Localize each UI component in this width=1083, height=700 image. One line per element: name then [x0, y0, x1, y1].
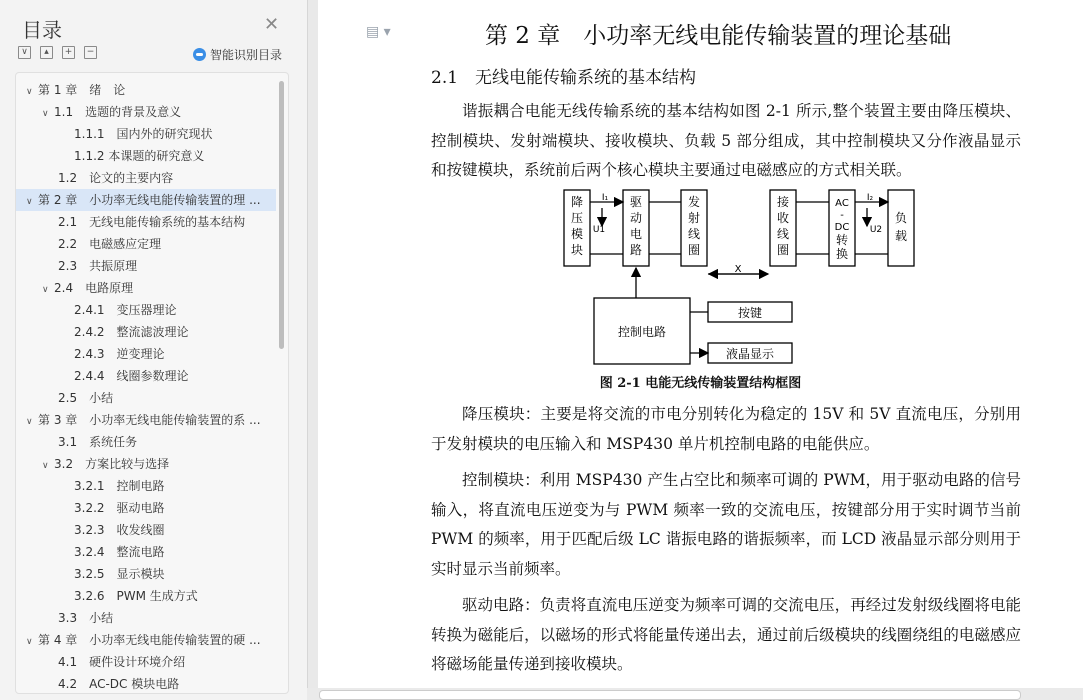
toc-item-label: 1.1 选题的背景及意义: [54, 105, 182, 119]
toc-item[interactable]: [16, 409, 276, 431]
toc-item[interactable]: [16, 629, 276, 651]
toc-item-label: 4.2 AC-DC 模块电路: [58, 677, 180, 691]
toc-panel: [0, 0, 308, 700]
toc-item[interactable]: [16, 563, 276, 585]
svg-text:驱: 驱: [629, 195, 643, 209]
toc-list-container: [15, 72, 289, 694]
toc-item[interactable]: [16, 255, 276, 277]
toc-item[interactable]: [16, 387, 276, 409]
toc-item[interactable]: [16, 585, 276, 607]
svg-text:射: 射: [687, 211, 701, 225]
chapter-title: 第 2 章 小功率无线电能传输装置的理论基础: [485, 23, 952, 49]
svg-text:X: X: [734, 264, 742, 275]
add-icon[interactable]: +: [62, 46, 75, 59]
toc-item-label: 2.4.2 整流滤波理论: [74, 325, 189, 339]
toc-item-label: 2.1 无线电能传输系统的基本结构: [58, 215, 246, 229]
toc-item[interactable]: [16, 211, 276, 233]
svg-text:负: 负: [894, 211, 908, 225]
section-title: 2.1 无线电能传输系统的基本结构: [431, 68, 697, 88]
block-load: [888, 190, 914, 266]
toc-item[interactable]: [16, 145, 276, 167]
svg-text:圈: 圈: [687, 243, 701, 257]
svg-text:载: 载: [894, 229, 908, 243]
svg-text:U2: U2: [869, 225, 883, 235]
toc-item-label: 2.2 电磁感应定理: [58, 237, 162, 251]
toc-item-label: 第 1 章 绪 论: [38, 83, 126, 97]
svg-text:接: 接: [776, 195, 790, 209]
toc-item[interactable]: [16, 431, 276, 453]
block-diagram: [558, 186, 978, 366]
block-text-1: 降: [570, 195, 584, 209]
svg-text:线: 线: [687, 227, 701, 241]
toc-toolbar: [18, 46, 97, 59]
paragraph-structure: 谐振耦合电能无线传输系统的基本结构如图 2-1 所示,整个装置主要由降压模块、控制模块、发射端模块、接收模块、负载 5 部分组成，其中控制模块又分作液晶显示和按键模块，系统前后两个核心模块主要通过电磁感应的方式相关联。: [431, 102, 1021, 179]
collapse-all-icon[interactable]: ∨: [18, 46, 31, 59]
svg-text:U1: U1: [592, 225, 606, 235]
toc-item-label: 1.2 论文的主要内容: [58, 171, 174, 185]
toc-item[interactable]: [16, 365, 276, 387]
toc-item-label: 第 3 章 小功率无线电能传输装置的系 ...: [38, 413, 261, 427]
toc-item[interactable]: [16, 167, 276, 189]
toc-item[interactable]: [16, 277, 276, 299]
document-page: [318, 0, 1083, 700]
toc-item-label: 3.2.6 PWM 生成方式: [74, 589, 198, 603]
toc-item-label: 2.4.3 逆变理论: [74, 347, 165, 361]
toc-item[interactable]: [16, 123, 276, 145]
horizontal-scrollbar[interactable]: [307, 688, 1083, 700]
toc-item-label: 3.2.3 收发线圈: [74, 523, 165, 537]
toc-item[interactable]: [16, 673, 276, 694]
toc-item-label: 2.3 共振原理: [58, 259, 138, 273]
svg-text:电: 电: [629, 227, 643, 241]
chevron-down-icon[interactable]: ∨: [42, 109, 49, 119]
toc-item-label: 1.1.1 国内外的研究现状: [74, 127, 213, 141]
svg-text:换: 换: [835, 247, 849, 261]
toc-item-label: 1.1.2 本课题的研究意义: [74, 149, 205, 163]
chevron-down-icon[interactable]: ∨: [26, 87, 33, 97]
toc-list: [16, 79, 276, 694]
toc-item[interactable]: [16, 541, 276, 563]
svg-text:转: 转: [835, 233, 849, 247]
svg-text:I₂: I₂: [866, 193, 874, 203]
svg-text:动: 动: [629, 211, 643, 225]
svg-text:控制电路: 控制电路: [617, 325, 667, 339]
paragraph-control: 控制模块：利用 MSP430 产生占空比和频率可调的 PWM，用于驱动电路的信号输入，将直流电压逆变为与 PWM 频率一致的交流电压，按键部分用于实时调节当前 PWM 的频率，用于匹配后级 LC 谐振电路的谐振频率，而 LCD 液晶显示部分则用于实时显示当前频率。: [431, 471, 1021, 578]
toc-item-label: 3.2 方案比较与选择: [54, 457, 170, 471]
svg-text:块: 块: [570, 243, 584, 257]
chevron-down-icon[interactable]: ∨: [42, 461, 49, 471]
toc-item[interactable]: [16, 101, 276, 123]
smart-recognition-icon: [193, 48, 206, 61]
svg-text:收: 收: [776, 211, 790, 225]
svg-text:DC: DC: [834, 222, 850, 233]
toc-item-label: 3.1 系统任务: [58, 435, 138, 449]
remove-icon[interactable]: −: [84, 46, 97, 59]
toc-item-label: 3.3 小结: [58, 611, 114, 625]
svg-text:液晶显示: 液晶显示: [725, 347, 775, 361]
svg-text:模: 模: [570, 227, 584, 241]
chevron-down-icon[interactable]: ∨: [26, 637, 33, 647]
toc-item[interactable]: [16, 519, 276, 541]
svg-text:I₁: I₁: [601, 193, 609, 203]
toc-item-label: 2.4.4 线圈参数理论: [74, 369, 189, 383]
paragraph-step-down: 降压模块：主要是将交流的市电分别转化为稳定的 15V 和 5V 直流电压，分别用于发射模块的电压输入和 MSP430 单片机控制电路的电能供应。: [431, 405, 1021, 453]
smart-toc-label: 智能识别目录: [210, 48, 283, 62]
chevron-down-icon[interactable]: ∨: [26, 417, 33, 427]
toc-item-label: 3.2.4 整流电路: [74, 545, 165, 559]
svg-text:路: 路: [629, 243, 643, 257]
toc-item[interactable]: [16, 299, 276, 321]
paragraph-driver: 驱动电路：负责将直流电压逆变为频率可调的交流电压，再经过发射级线圈将电能转换为磁能后，以磁场的形式将能量传递出去，通过前后级模块的线圈绕组的电磁感应将磁场能量传递到接收模块。: [431, 596, 1021, 673]
toc-item[interactable]: [16, 497, 276, 519]
toc-item-label: 2.4.1 变压器理论: [74, 303, 177, 317]
smart-toc-button[interactable]: [193, 46, 282, 63]
toc-scrollbar[interactable]: [279, 81, 284, 349]
chevron-down-icon[interactable]: ∨: [26, 197, 33, 207]
svg-text:-: -: [840, 210, 844, 221]
expand-all-icon[interactable]: ▴: [40, 46, 53, 59]
toc-title: 目录: [22, 18, 62, 42]
toc-item[interactable]: [16, 79, 276, 101]
toc-item[interactable]: [16, 607, 276, 629]
toc-item-label: 3.2.1 控制电路: [74, 479, 165, 493]
toc-item[interactable]: [16, 189, 276, 211]
page-icon[interactable]: ▤ ▾: [366, 24, 391, 40]
svg-text:压: 压: [570, 211, 584, 225]
toc-item[interactable]: [16, 321, 276, 343]
toc-item-label: 3.2.2 驱动电路: [74, 501, 165, 515]
svg-text:线: 线: [776, 227, 790, 241]
toc-item[interactable]: [16, 651, 276, 673]
scrollbar-thumb[interactable]: [319, 690, 1021, 700]
svg-text:按键: 按键: [737, 306, 763, 320]
toc-item[interactable]: [16, 453, 276, 475]
toc-item-label: 4.1 硬件设计环境介绍: [58, 655, 186, 669]
toc-item-label: 第 4 章 小功率无线电能传输装置的硬 ...: [38, 633, 261, 647]
toc-item[interactable]: [16, 475, 276, 497]
svg-text:发: 发: [687, 195, 701, 209]
toc-item[interactable]: [16, 343, 276, 365]
toc-item-label: 3.2.5 显示模块: [74, 567, 165, 581]
toc-item-label: 2.4 电路原理: [54, 281, 134, 295]
toc-item-label: 第 2 章 小功率无线电能传输装置的理 ...: [38, 193, 261, 207]
svg-text:AC: AC: [835, 198, 849, 209]
chevron-down-icon[interactable]: ∨: [42, 285, 49, 295]
toc-item[interactable]: [16, 233, 276, 255]
svg-text:圈: 圈: [776, 243, 790, 257]
toc-item-label: 2.5 小结: [58, 391, 114, 405]
close-icon[interactable]: ✕: [264, 14, 280, 35]
figure-caption: 图 2-1 电能无线传输装置结构框图: [599, 376, 802, 391]
